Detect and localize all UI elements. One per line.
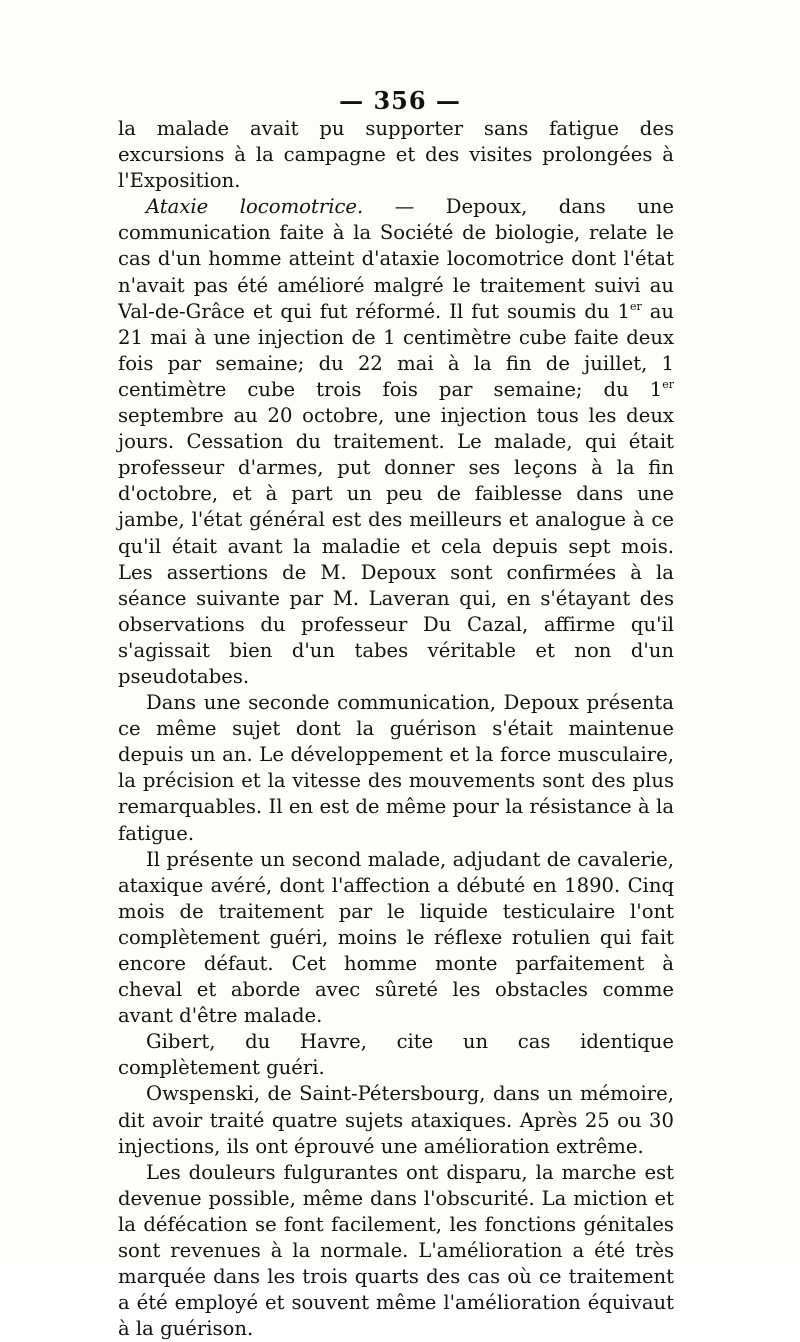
paragraph-2 [118,194,674,690]
page-number: — 356 — [339,86,461,115]
paragraph-2-text-c: septembre au 20 octobre, une injection tous les deux jours. Cessation du traitement. Le malade, qui était professeur d'armes, put donner ses leçons à la fin d'octobre, et à part un peu de faiblesse dans une jambe, l'état général est des meilleurs et analogue à ce qu'il était avant la maladie et cela depuis sept mois. Les assertions de M. Depoux sont confirmées à la séance suivante par M. Laveran qui, en s'étayant des observations du professeur Du Cazal, affirme qu'il s'agissait bien d'un tabes véritable et non d'un pseudotabes. [118,404,674,688]
paragraph-6: Owspenski, de Saint-Pétersbourg, dans un mémoire, dit avoir traité quatre sujets ataxiques. Après 25 ou 30 injections, ils ont éprouvé une amélioration extrême. [118,1082,674,1158]
paragraph-7: Les douleurs fulgurantes ont disparu, la marche est devenue possible, même dans l'obscurité. La miction et la défécation se font facilement, les fonctions génitales sont revenues à la normale. L'amélioration a été très marquée dans les trois quarts des cas où ce traitement a été employé et souvent même l'amélioration équivaut à la guérison. [118,1160,674,1341]
paragraph-2-text-a: — Depoux, dans une communication faite à la Société de biologie, relate le cas d'un homme atteint d'ataxie locomotrice dont l'état n'avait pas été amélioré malgré le traitement suivi au Val-de-Grâce et qui fut réformé. Il fut soumis du 1 [118,195,674,323]
section-title-ataxie: Ataxie locomotrice. [146,195,364,219]
paragraph-1: la malade avait pu supporter sans fatigue des excursions à la campagne et des visites prolongées à l'Exposition. [118,117,674,193]
paragraph-3: Dans une seconde communication, Depoux présenta ce même sujet dont la guérison s'était maintenue depuis un an. Le développement et la force musculaire, la précision et la vitesse des mouvements sont des plus remarquables. Il en est de même pour la résistance à la fatigue. [118,691,674,845]
paragraph-2-text-b: au 21 mai à une injection de 1 centimètre cube faite deux fois par semaine; du 22 mai à la fin de juillet, 1 centimètre cube trois fois par semaine; du 1 [118,299,674,401]
paragraph-4: Il présente un second malade, adjudant de cavalerie, ataxique avéré, dont l'affection a débuté en 1890. Cinq mois de traitement par le liquide testiculaire l'ont complètement guéri, moins le réflexe rotulien qui fait encore défaut. Cet homme monte parfaitement à cheval et aborde avec sûreté les obstacles comme avant d'être malade. [118,847,674,1028]
ordinal-superscript: er [629,299,642,313]
body-text [118,116,674,1342]
paragraph-5: Gibert, du Havre, cite un cas identique complètement guéri. [118,1030,674,1080]
ordinal-superscript: er [662,377,674,391]
